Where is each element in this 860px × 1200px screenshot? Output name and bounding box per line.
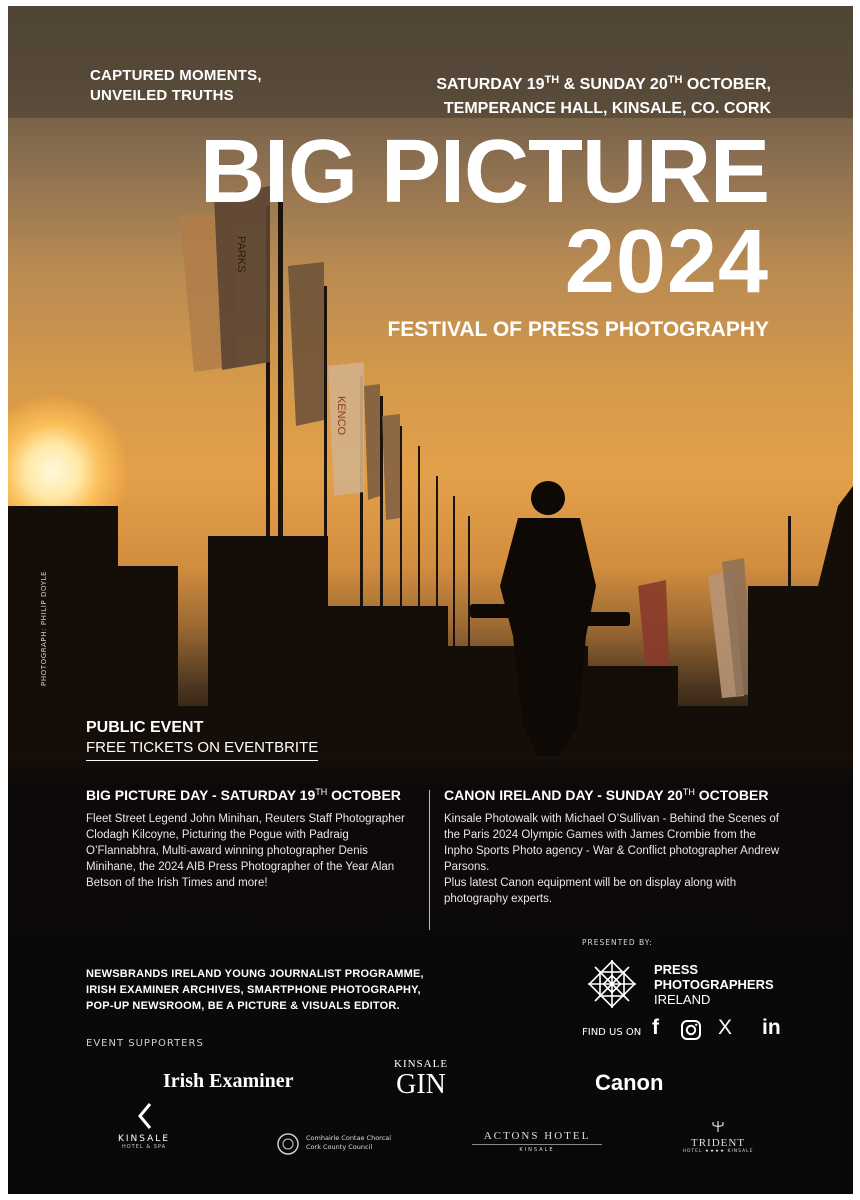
trident-icon — [711, 1119, 725, 1133]
programme-line: POP-UP NEWSROOM, BE A PICTURE & VISUALS EDITOR. — [86, 1000, 400, 1012]
day1-heading — [86, 782, 416, 805]
big-picture-day — [86, 782, 416, 891]
linkedin-icon[interactable]: in — [762, 1016, 781, 1039]
day2-heading — [444, 782, 784, 805]
canon-logo: Canon — [595, 1070, 664, 1095]
actons-hotel-logo — [472, 1130, 602, 1153]
actons-sub: KINSALE — [472, 1144, 602, 1153]
x-icon[interactable]: X — [718, 1016, 733, 1039]
title-big-picture: BIG PICTURE — [199, 122, 769, 222]
photo-credit: PHOTOGRAPH: PHILIP DOYLE — [40, 570, 48, 686]
date-month: OCTOBER, — [682, 76, 771, 93]
org-line: IRELAND — [654, 992, 711, 1007]
kinsale-hotel-logo — [116, 1102, 172, 1150]
day1-heading-tail: OCTOBER — [327, 787, 401, 803]
public-event — [86, 718, 318, 761]
facebook-icon[interactable]: f — [652, 1016, 659, 1039]
event-dates — [436, 68, 771, 121]
council-name-irish: Comhairle Contae Chorcaí — [306, 1134, 392, 1142]
irish-examiner-logo: Irish Examiner — [163, 1070, 294, 1092]
day2-heading-tail: OCTOBER — [694, 787, 769, 803]
find-us-label: FIND US ON — [582, 1027, 642, 1038]
column-divider — [429, 790, 430, 930]
day2-heading-text: CANON IRELAND DAY - SUNDAY 20 — [444, 787, 683, 803]
trident-sub: HOTEL ★★★★ KINSALE — [682, 1149, 754, 1154]
event-poster — [8, 6, 853, 1194]
cork-county-council-logo — [276, 1132, 392, 1160]
programme-line: NEWSBRANDS IRELAND YOUNG JOURNALIST PROGRAMME, — [86, 968, 424, 980]
tagline-line: CAPTURED MOMENTS, — [90, 67, 262, 84]
press-photographers-ireland — [654, 962, 774, 1007]
day2-heading-sup: TH — [682, 787, 695, 797]
day1-heading-text: BIG PICTURE DAY - SATURDAY 19 — [86, 787, 316, 803]
flag-text: PARKS — [235, 236, 247, 273]
actons-name: ACTONS HOTEL — [483, 1130, 591, 1142]
kinsale-hotel-name: KINSALE — [117, 1134, 171, 1144]
title-year: 2024 — [564, 212, 769, 312]
presented-by-label: PRESENTED BY: — [582, 938, 653, 947]
date-sup: TH — [667, 74, 683, 86]
instagram-icon[interactable] — [680, 1019, 702, 1041]
kinsale-gin-top: KINSALE — [394, 1058, 449, 1070]
org-line: PRESS — [654, 962, 699, 977]
date-sup: TH — [544, 74, 560, 86]
canon-ireland-day — [444, 782, 784, 907]
press-photographers-logo-icon — [582, 954, 642, 1014]
day2-body-extra: Plus latest Canon equipment will be on display along with photography experts. — [444, 877, 737, 905]
event-supporters-label: EVENT SUPPORTERS — [86, 1038, 204, 1049]
programme-list — [86, 966, 424, 1014]
trident-hotel-logo — [680, 1118, 756, 1154]
council-name-english: Cork County Council — [306, 1143, 373, 1151]
flag-text: KENCO — [335, 396, 347, 436]
council-crest-icon — [276, 1132, 300, 1156]
kinsale-chevron-icon — [134, 1102, 154, 1130]
day1-heading-sup: TH — [315, 787, 328, 797]
programme-line: IRISH EXAMINER ARCHIVES, SMARTPHONE PHOTOGRAPHY, — [86, 984, 421, 996]
kinsale-gin-logo — [394, 1058, 448, 1100]
date-line — [436, 68, 771, 97]
kinsale-gin-bottom: GIN — [396, 1069, 446, 1100]
venue: TEMPERANCE HALL, KINSALE, CO. CORK — [443, 100, 771, 117]
public-event-heading: PUBLIC EVENT — [86, 719, 204, 736]
festival-subtitle: FESTIVAL OF PRESS PHOTOGRAPHY — [387, 318, 769, 341]
tagline-line: UNVEILED TRUTHS — [90, 87, 234, 104]
day1-body: Fleet Street Legend John Minihan, Reuters Staff Photographer Clodagh Kilcoyne, Picturing the Pogue with Padraig O’Flannabhra, Multi-award winning photographer Denis Minihane, the 2024 AIB Press Photographer of the Year Alan Betson of the Irish Times and more! — [86, 813, 405, 889]
org-line: PHOTOGRAPHERS — [654, 977, 774, 992]
eventbrite-tickets-link[interactable]: FREE TICKETS ON EVENTBRITE — [86, 738, 318, 761]
date-saturday: SATURDAY 19 — [436, 76, 545, 93]
trident-name: TRIDENT — [690, 1137, 746, 1149]
tagline — [90, 66, 262, 106]
kinsale-hotel-sub: HOTEL & SPA — [121, 1144, 167, 1150]
day2-body: Kinsale Photowalk with Michael O’Sullivan - Behind the Scenes of the Paris 2024 Olympic Games with James Crombie from the Inpho Sports Photo agency - War & Conflict photographer Andrew Parsons. — [444, 813, 780, 873]
date-sunday: & SUNDAY 20 — [559, 76, 668, 93]
